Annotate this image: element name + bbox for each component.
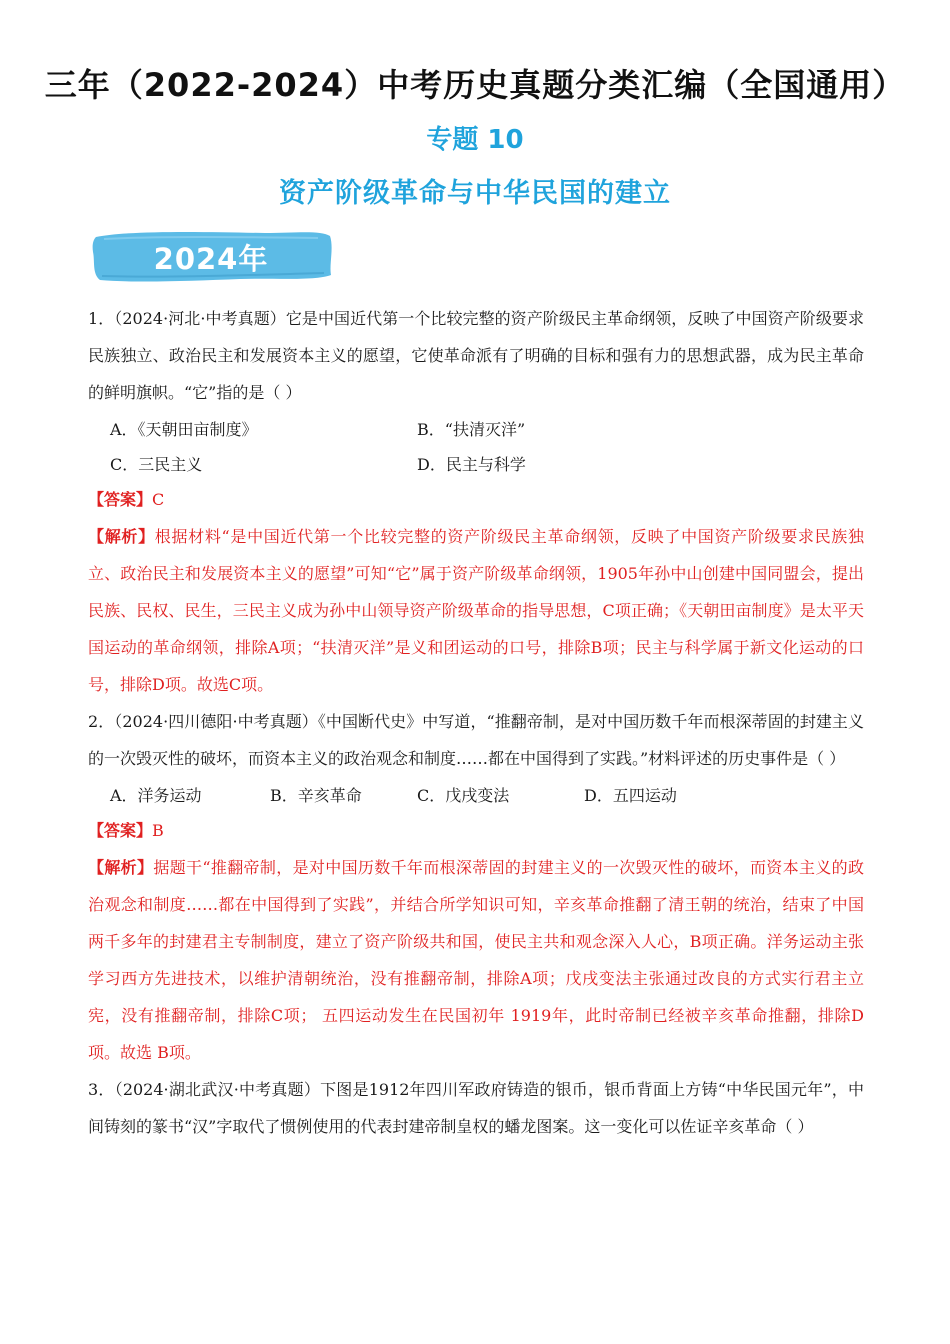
question-2-option-b: B．辛亥革命 — [270, 786, 362, 805]
question-2-option-d: D．五四运动 — [584, 786, 677, 805]
question-1-options-row2 — [88, 446, 864, 481]
analysis-tag: 【解析】 — [88, 858, 154, 877]
question-2-option-a: A．洋务运动 — [110, 786, 202, 805]
question-1-stem: 1．（2024·河北·中考真题）它是中国近代第一个比较完整的资产阶级民主革命纲领，反映了中国资产阶级要求民族独立、政治民主和发展资本主义的愿望，它使革命派有了明确的目标和强有力的思想武器，成为民主革命的鲜明旗帜。“它”指的是（ ） — [88, 309, 864, 402]
answer-tag: 【答案】 — [88, 821, 153, 840]
topic-title: 资产阶级革命与中华民国的建立 — [279, 178, 671, 209]
question-1-answer — [88, 481, 864, 518]
question-2-answer — [88, 812, 864, 849]
question-1-option-b: B．“扶清灭洋” — [417, 420, 526, 439]
question-1-analysis — [88, 518, 864, 703]
answer-value: C — [152, 490, 165, 509]
question-list — [88, 300, 864, 1145]
question-2-stem: 2．（2024·四川德阳·中考真题）《中国断代史》中写道，“推翻帝制，是对中国历数千年而根深蒂固的封建主义的一次毁灭性的破坏，而资本主义的政治观念和制度……都在中国得到了实践。”材料评述的历史事件是（ ） — [88, 712, 864, 768]
question-1-option-d: D．民主与科学 — [417, 455, 526, 474]
question-2-option-c: C．戊戌变法 — [417, 786, 510, 805]
question-1-option-c: C．三民主义 — [110, 455, 203, 474]
question-1-option-a: A．《天朝田亩制度》 — [110, 420, 258, 439]
year-badge-label: 2024年 — [153, 242, 269, 276]
year-badge — [90, 228, 332, 284]
answer-value: B — [152, 821, 164, 840]
analysis-tag: 【解析】 — [88, 527, 155, 546]
answer-tag: 【答案】 — [88, 490, 153, 509]
topic-number: 专题 10 — [426, 125, 524, 155]
main-title: 三年（2022-2024）中考历史真题分类汇编（全国通用） — [44, 66, 906, 104]
question-2-analysis — [88, 849, 864, 1071]
analysis-text: 根据材料“是中国近代第一个比较完整的资产阶级民主革命纲领，反映了中国资产阶级要求民族独立、政治民主和发展资本主义的愿望”可知“它”属于资产阶级革命纲领，1905年孙中山创建中国同盟会，提出民族、民权、民生，三民主义成为孙中山领导资产阶级革命的指导思想，C项正确；《天朝田亩制度》是太平天国运动的革命纲领，排除A项；“扶清灭洋”是义和团运动的口号，排除B项；民主与科学属于新文化运动的口号，排除D项。故选C项。 — [88, 527, 864, 694]
question-2-options-row — [88, 777, 864, 812]
analysis-text: 据题干“推翻帝制，是对中国历数千年而根深蒂固的封建主义的一次毁灭性的破坏，而资本主义的政治观念和制度……都在中国得到了实践”，并结合所学知识可知，辛亥革命推翻了清王朝的统治，结束了中国两千多年的封建君主专制制度，建立了资产阶级共和国，使民主共和观念深入人心，B项正确。洋务运动主张学习西方先进技术，以维护清朝统治，没有推翻帝制，排除A项；戊戌变法主张通过改良的方式实行君主立宪，没有推翻帝制，排除C项； 五四运动发生在民国初年 1919年，此时帝制已经被辛亥革命推翻，排除D项。故选 B项。 — [88, 858, 864, 1062]
question-1-options-row1 — [88, 411, 864, 446]
question-3-stem: 3．（2024·湖北武汉·中考真题）下图是1912年四川军政府铸造的银币，银币背面上方铸“中华民国元年”，中间铸刻的篆书“汉”字取代了惯例使用的代表封建帝制皇权的蟠龙图案。这一变化可以佐证辛亥革命（ ） — [88, 1080, 864, 1136]
